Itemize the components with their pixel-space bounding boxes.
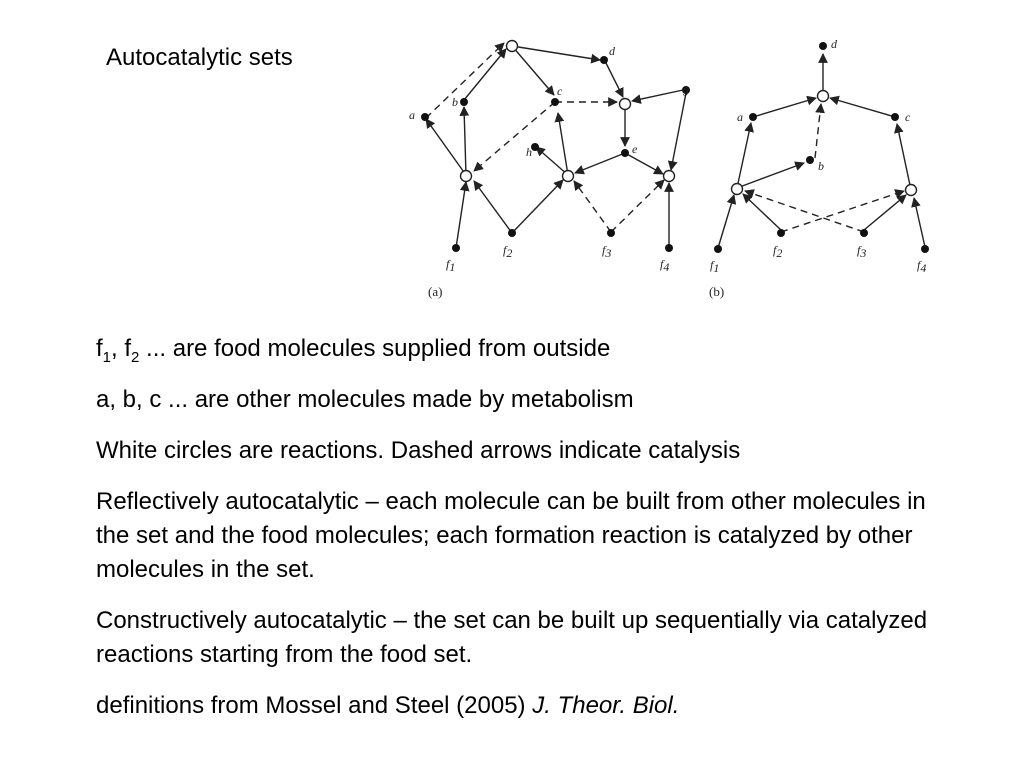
molecule-node-d [600, 56, 608, 64]
molecule-node-a [421, 113, 429, 121]
label-g: g [683, 82, 689, 96]
food-node-f4 [665, 244, 673, 252]
autocatalytic-diagram [0, 0, 1024, 320]
reaction-node [906, 185, 917, 196]
label-b: b [818, 159, 824, 173]
slide-title: Autocatalytic sets [106, 44, 293, 71]
molecule-node-a [749, 113, 757, 121]
diagram-a [409, 41, 690, 300]
reaction-node [818, 91, 829, 102]
journal-name: J. Theor. Biol. [532, 692, 680, 719]
molecule-node-b [806, 156, 814, 164]
food-node-f3 [860, 229, 868, 237]
label-b: b [452, 95, 458, 109]
label-f1: f1 [710, 258, 720, 275]
label-h: h [526, 145, 532, 159]
molecule-node-d [819, 42, 827, 50]
molecule-node-c [891, 113, 899, 121]
line-reflectively-autocatalytic: Reflectively autocatalytic – each molecule can be built from other molecules in the set and the food molecules; each formation reaction is catalyzed by other molecules in the set. [96, 488, 926, 583]
line-food-molecules: $f_1$, $f_2$ ... are food molecules supplied from outside [96, 335, 611, 366]
reaction-node [732, 184, 743, 195]
label-f4: f4 [917, 258, 927, 275]
label-d: d [609, 44, 615, 58]
label-c: c [557, 84, 563, 98]
food-node-f2 [508, 229, 516, 237]
reaction-node [664, 171, 675, 182]
slide-body [96, 332, 956, 740]
food-node-f2 [777, 229, 785, 237]
label-c: c [905, 110, 911, 124]
line-other-molecules: a, b, c ... are other molecules made by metabolism [96, 386, 634, 413]
reaction-node [461, 171, 472, 182]
line-constructively-autocatalytic: Constructively autocatalytic – the set can be built up sequentially via catalyzed reactions starting from the food set. [96, 607, 928, 668]
reaction-node [620, 99, 631, 110]
food-node-f1 [714, 245, 722, 253]
line-definitions: definitions from Mossel and Steel (2005) J. Theor. Biol. [96, 692, 680, 719]
food-node-f4 [921, 245, 929, 253]
reaction-node [507, 41, 518, 52]
food-node-f1 [452, 244, 460, 252]
label-a: a [737, 110, 743, 124]
molecule-node-h [531, 143, 539, 151]
caption-b: (b) [709, 284, 725, 299]
label-f4: f4 [660, 257, 670, 274]
label-a: a [409, 108, 415, 122]
diagram-b [709, 37, 929, 299]
label-d: d [831, 37, 837, 51]
molecule-node-b [460, 98, 468, 106]
food-node-f3 [607, 229, 615, 237]
line-white-circles: White circles are reactions. Dashed arrows indicate catalysis [96, 437, 741, 464]
label-f3: f3 [602, 243, 612, 260]
label-e: e [632, 142, 638, 156]
label-f1: f1 [446, 257, 456, 274]
label-f2: f2 [503, 243, 513, 260]
molecule-node-e [621, 149, 629, 157]
label-f3: f3 [857, 243, 867, 260]
label-f2: f2 [773, 243, 783, 260]
reaction-node [563, 171, 574, 182]
molecule-node-c [551, 98, 559, 106]
caption-a: (a) [428, 284, 443, 299]
